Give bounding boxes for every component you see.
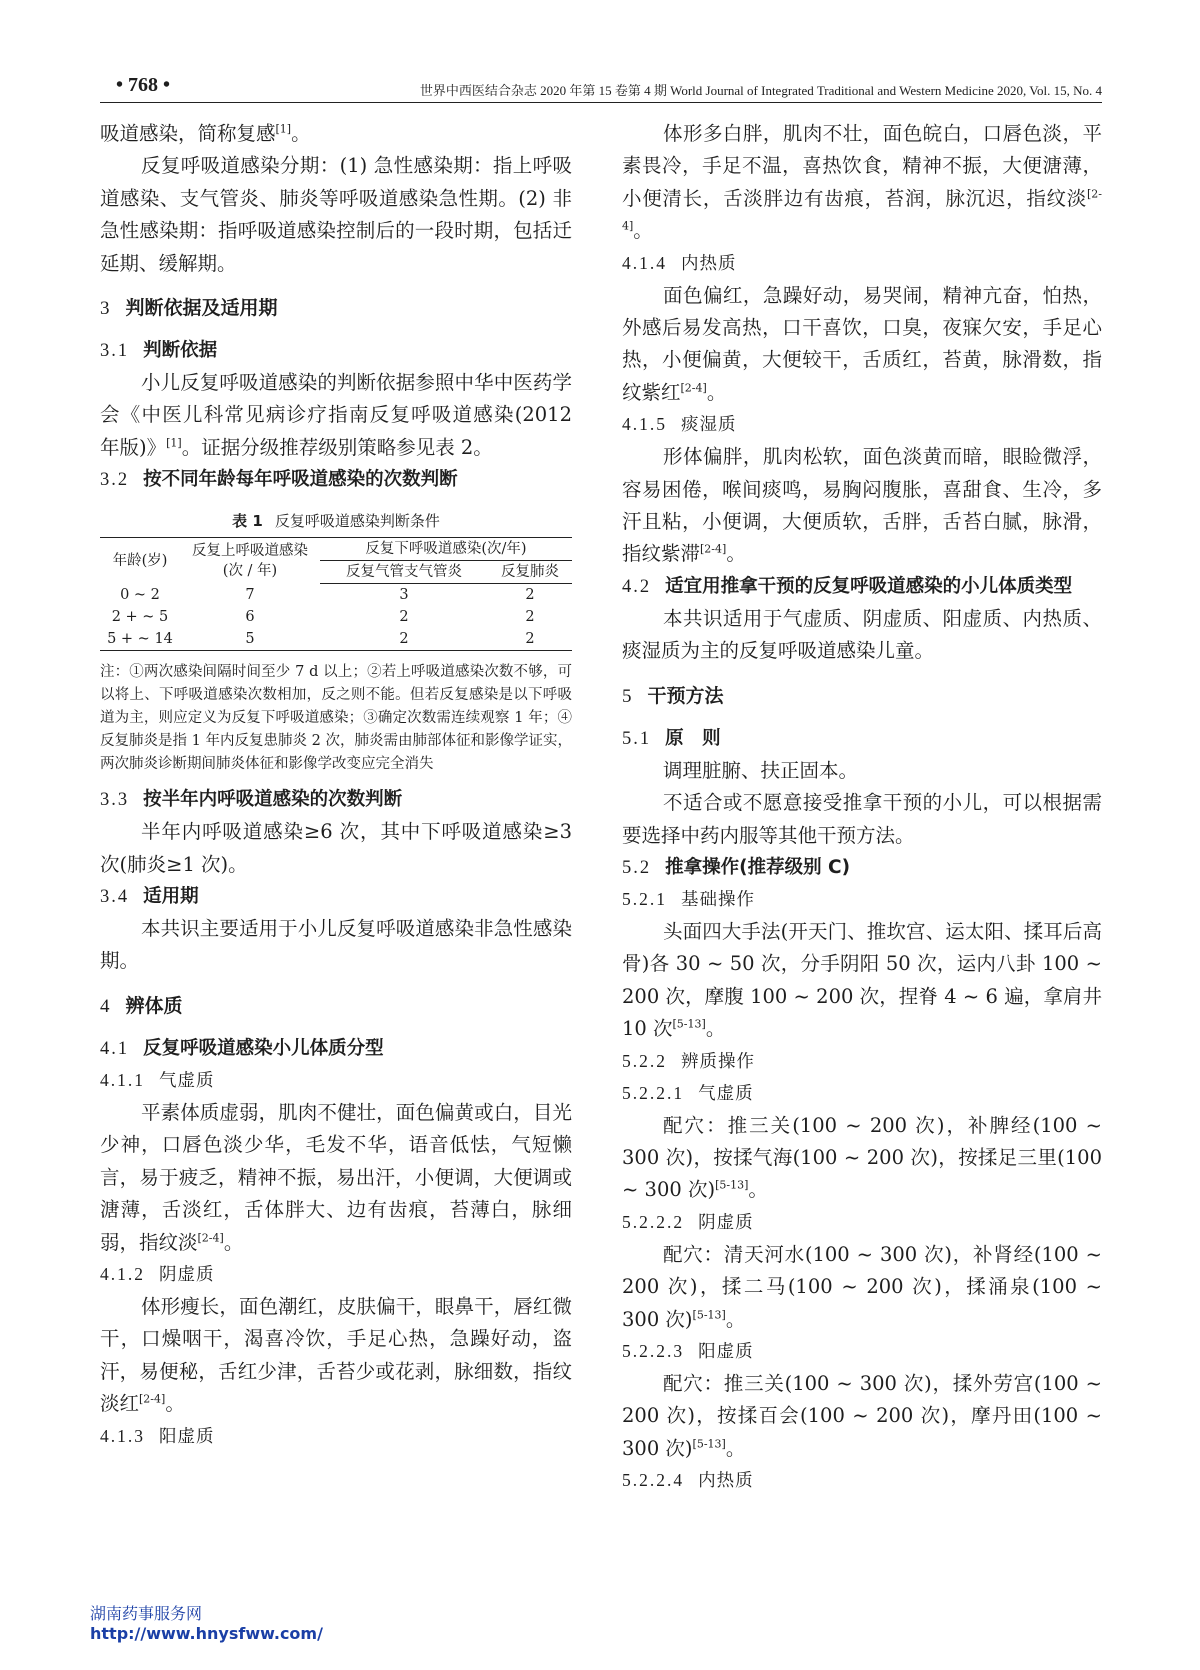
paragraph-5-2-2-2: 配穴：清天河水(100 ~ 300 次)，补肾经(100 ~ 200 次)，揉二马(100 ~ 200 次)，揉涌泉(100 ~ 300 次)[5-13]。 [622, 1242, 1102, 1331]
citation-ref: [2-4] [139, 1392, 166, 1406]
subsubsection-heading-5-2-2: 5.2.2 辨质操作 [622, 1050, 755, 1072]
paragraph-4-1-1: 平素体质虚弱，肌肉不健壮，面色偏黄或白，目光少神，口唇色淡少华，毛发不华，语音低怯，气短懒言，易于疲乏，精神不振，易出汗，小便调，大便调或溏薄，舌淡红，舌体胖大、边有齿痕，苔薄白，脉细弱，指纹淡[2-4]。 [100, 1100, 572, 1254]
left-column [100, 118, 572, 1453]
subsection-heading-3-1: 3.1 判断依据 [100, 340, 218, 362]
page-number: • 768 • [116, 74, 171, 96]
subsubsection-heading-4-1-2: 4.1.2 阴虚质 [100, 1263, 215, 1285]
table-caption: 表 1 反复呼吸道感染判断条件 [232, 512, 440, 531]
paragraph-5-2-2-1: 配穴：推三关(100 ~ 200 次)，补脾经(100 ~ 300 次)，按揉气海(100 ~ 200 次)，按揉足三里(100 ~ 300 次)[5-13]。 [622, 1113, 1102, 1202]
header-lower: 反复下呼吸道感染(次/年) [365, 541, 527, 558]
paragraph-stages: 反复呼吸道感染分期：(1) 急性感染期：指上呼吸道感染、支气管炎、肺炎等呼吸道感染急性期。(2) 非急性感染期：指呼吸道感染控制后的一段时期，包括迁延期、缓解期。 [100, 154, 572, 275]
citation-ref: [5-13] [692, 1437, 726, 1451]
subsubsection-heading-4-1-1: 4.1.1 气虚质 [100, 1069, 215, 1091]
table-note: 注：①两次感染间隔时间至少 7 d 以上；②若上呼吸道感染次数不够，可以将上、下呼吸道感染次数相加，反之则不能。但若反复感染是以下呼吸道为主，则应定义为反复下呼吸道感染；③确定次数需连续观察 1 年；④反复肺炎是指 1 年内反复患肺炎 2 次，肺炎需由肺部体征和影像学证实，两次肺炎诊断期间肺炎体征和影像学改变应完全消失 [100, 664, 572, 773]
paragraph-continued: 吸道感染，简称复感[1]。 [100, 122, 311, 145]
citation-ref: [5-13] [692, 1308, 726, 1322]
table-row: 5 + ~ 14 5 2 2 [107, 631, 535, 648]
citation-ref: [1] [166, 436, 182, 450]
table-row: 0 ~ 2 7 3 2 [120, 587, 535, 604]
subsection-heading-4-1: 4.1 反复呼吸道感染小儿体质分型 [100, 1037, 384, 1059]
paragraph-5-2-1: 头面四大手法(开天门、推坎宫、运太阳、揉耳后高骨)各 30 ~ 50 次，分手阴阳 50 次，运内八卦 100 ~ 200 次，摩腹 100 ~ 200 次，捏脊 4 ~ 6 遍，拿肩井 10 次[5-13]。 [622, 919, 1102, 1041]
header-pneumonia: 反复肺炎 [488, 561, 572, 584]
paragraph-5-2-2-3: 配穴：推三关(100 ~ 300 次)，揉外劳宫(100 ~ 200 次)，按揉百会(100 ~ 200 次)，摩丹田(100 ~ 300 次)[5-13]。 [622, 1371, 1102, 1460]
subsection-heading-3-2: 3.2 按不同年龄每年呼吸道感染的次数判断 [100, 469, 458, 491]
right-column [622, 118, 1102, 1497]
header-age: 年龄(岁) [112, 553, 168, 569]
citation-ref: [2-4] [622, 187, 1102, 233]
paragraph-3-3: 半年内呼吸道感染≥6 次，其中下呼吸道感染≥3 次(肺炎≥1 次)。 [100, 820, 572, 876]
paragraph-5-1-b: 不适合或不愿意接受推拿干预的小儿，可以根据需要选择中药内服等其他干预方法。 [622, 791, 1102, 847]
citation-ref: [2-4] [197, 1231, 224, 1244]
journal-citation: 世界中西医结合杂志 2020 年第 15 卷第 4 期 World Journal of Integrated Traditional and Western Medicine 2020, Vol. 15, No. 4 [419, 83, 1102, 98]
heading-5-2-2-1: 5.2.2.1 气虚质 [622, 1082, 754, 1104]
paragraph-4-1-5: 形体偏胖，肌肉松软，面色淡黄而暗，眼睑微浮，容易困倦，喉间痰鸣，易胸闷腹胀，喜甜食、生冷，多汗且粘，小便调，大便质软，舌胖，舌苔白腻，脉滑，指纹紫滞[2-4]。 [622, 445, 1102, 566]
paragraph-4-2: 本共识适用于气虚质、阴虚质、阳虚质、内热质、痰湿质为主的反复呼吸道感染儿童。 [622, 606, 1102, 663]
citation-ref: [2-4] [680, 381, 707, 395]
citation-ref: [5-13] [672, 1017, 706, 1031]
section-heading-3: 3 判断依据及适用期 [100, 297, 278, 320]
paragraph-3-1: 小儿反复呼吸道感染的判断依据参照中华中医药学会《中医儿科常见病诊疗指南反复呼吸道感染(2012 年版)》[1]。证据分级推荐级别策略参见表 2。 [100, 371, 572, 459]
citation-ref: [5-13] [715, 1178, 749, 1192]
site-url-link[interactable]: http://www.hnysfww.com/ [90, 1624, 323, 1643]
heading-5-2-2-2: 5.2.2.2 阴虚质 [622, 1211, 754, 1233]
heading-5-2-2-4: 5.2.2.4 内热质 [622, 1470, 754, 1492]
paragraph-4-1-4: 面色偏红，急躁好动，易哭闹，精神亢奋，怕热，外感后易发高热，口干喜饮，口臭，夜寐欠安，手足心热，小便偏黄，大便较干，舌质红，苔黄，脉滑数，指纹紫红[2-4]。 [622, 283, 1102, 404]
subsubsection-heading-4-1-3: 4.1.3 阳虚质 [100, 1425, 215, 1447]
site-name: 湖南药事服务网 [90, 1604, 203, 1623]
paragraph-5-1-a: 调理脏腑、扶正固本。 [663, 758, 859, 782]
heading-5-2-2-3: 5.2.2.3 阳虚质 [622, 1340, 754, 1362]
citation-ref: [2-4] [700, 542, 727, 556]
subsection-heading-3-4: 3.4 适用期 [100, 886, 199, 908]
subsection-heading-4-2: 4.2 适宜用推拿干预的反复呼吸道感染的小儿体质类型 [622, 575, 1073, 597]
subsubsection-heading-5-2-1: 5.2.1 基础操作 [622, 888, 755, 910]
paragraph-3-4: 本共识主要适用于小儿反复呼吸道感染非急性感染期。 [100, 917, 572, 973]
subsection-heading-3-3: 3.3 按半年内呼吸道感染的次数判断 [100, 789, 403, 811]
running-header [100, 72, 1102, 103]
subsection-heading-5-1: 5.1 原 则 [622, 727, 721, 749]
table-row: 2 + ~ 5 6 2 2 [111, 609, 535, 626]
paragraph-4-1-2: 体形瘦长，面色潮红，皮肤偏干，眼鼻干，唇红微干，口燥咽干，渴喜冷饮，手足心热，急躁好动，盗汗，易便秘，舌红少津，舌苔少或花剥，脉细数，指纹淡红[2-4]。 [100, 1294, 572, 1416]
subsection-heading-5-2: 5.2 推拿操作(推荐级别 C) [622, 856, 851, 878]
section-heading-4: 4 辨体质 [100, 994, 183, 1017]
subsubsection-heading-4-1-5: 4.1.5 痰湿质 [622, 414, 737, 436]
header-upper: 反复上呼吸道感染 (次 / 年) [192, 543, 308, 579]
subsubsection-heading-4-1-4: 4.1.4 内热质 [622, 252, 737, 274]
section-heading-5: 5 干预方法 [622, 684, 724, 707]
header-bronchitis: 反复气管支气管炎 [320, 561, 488, 584]
watermark-footer [90, 1604, 323, 1644]
citation-ref: [1] [275, 122, 292, 136]
paragraph-4-1-3: 体形多白胖，肌肉不壮，面色皖白，口唇色淡，平素畏冷，手足不温，喜热饮食，精神不振，大便溏薄，小便清长，舌淡胖边有齿痕，苔润，脉沉迟，指纹淡[2-4]。 [622, 122, 1102, 243]
criteria-table [100, 537, 572, 651]
